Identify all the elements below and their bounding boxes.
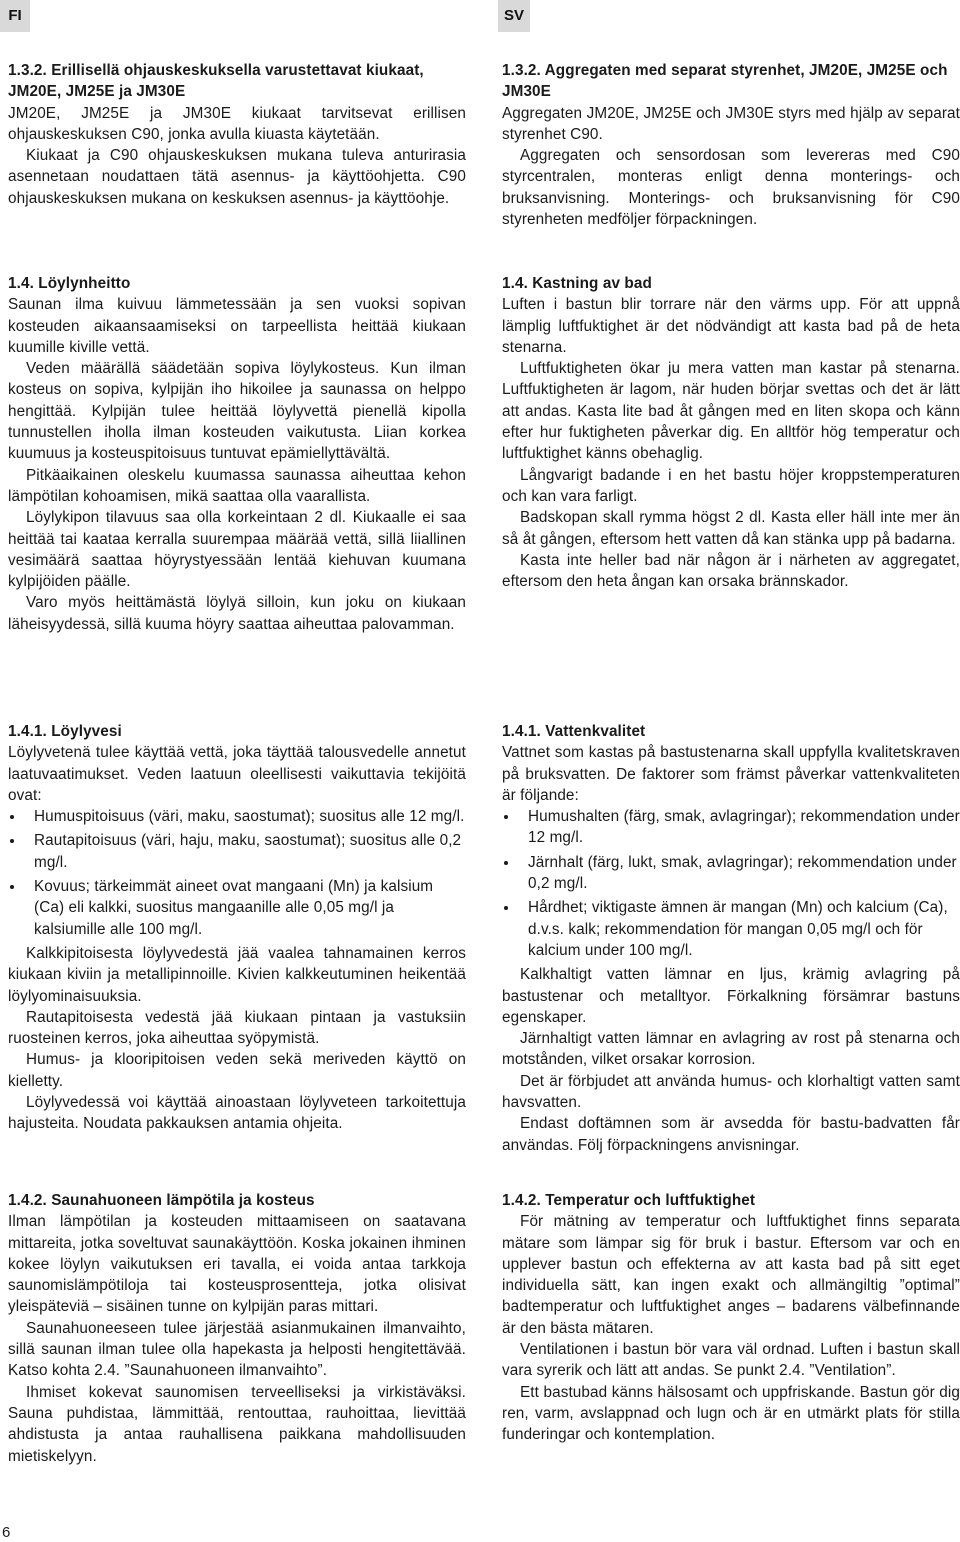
paragraph: Luftfuktigheten ökar ju mera vatten man kastar på stenarna. Luftfuktigheten är lagom, när huden börjar svettas och det är lätt att andas. Kasta lite bad åt gången med en liten skopa och känn efter hur fuktigheten påverkar dig. En alltför hög temperatur och luftfuktighet känns obehaglig. bbox=[502, 360, 960, 463]
paragraph: Luften i bastun blir torrare när den värms upp. För att uppnå lämplig luftfuktighet är det nödvändigt att kasta bad på de heta stenarna. bbox=[502, 296, 960, 356]
paragraph: Ett bastubad känns hälsosamt och uppfriskande. Bastun gör dig ren, varm, avslappnad och lugn och är en utmärkt plats för stilla funderingar och kontemplation. bbox=[502, 1383, 960, 1444]
paragraph: JM20E, JM25E ja JM30E kiukaat tarvitsevat erillisen ohjauskeskuksen C90, jonka avulla kiuasta käytetään. bbox=[8, 104, 466, 143]
paragraph: Pitkäaikainen oleskelu kuumassa saunassa aiheuttaa kehon lämpötilan kohoamisen, mikä saattaa olla vaarallista. bbox=[8, 466, 466, 505]
section-heading: 1.4.2. Temperatur och luftfuktighet bbox=[502, 1192, 756, 1209]
paragraph: Löylyvetenä tulee käyttää vettä, joka täyttää talousvedelle annetut laatuvaatimukset. Veden laatuun oleellisesti vaikuttavia tekijöitä ovat: bbox=[8, 744, 466, 804]
section-heading: 1.3.2. Aggregaten med separat styrenhet, JM20E, JM25E och JM30E bbox=[502, 62, 948, 101]
bullet-list bbox=[502, 806, 960, 961]
section-1-3-2-fi bbox=[8, 60, 466, 209]
language-tab-sv: SV bbox=[498, 0, 530, 32]
paragraph: Aggregaten och sensordosan som levereras med C90 styrcentralen, monteras enligt denna monterings- och bruksanvisning. Monterings- och bruksanvisning för C90 styrenheten medföljer förpackningen. bbox=[502, 147, 960, 229]
paragraph: Humus- ja klooripitoisen veden sekä meriveden käyttö on kielletty. bbox=[8, 1051, 466, 1090]
section-heading: 1.4.1. Vattenkvalitet bbox=[502, 723, 646, 740]
paragraph: Vattnet som kastas på bastustenarna skall uppfylla kvalitetskraven på bruksvatten. De faktorer som främst påverkar vattenkvaliteten är följande: bbox=[502, 744, 960, 804]
bullet-list bbox=[8, 806, 466, 940]
list-item: Humuspitoisuus (väri, maku, saostumat); suositus alle 12 mg/l. bbox=[8, 806, 466, 827]
paragraph: Järnhaltigt vatten lämnar en avlagring av rost på stenarna och motstånden, vilket orsakar korrosion. bbox=[502, 1030, 960, 1069]
list-item: Hårdhet; viktigaste ämnen är mangan (Mn) och kalcium (Ca), d.v.s. kalk; rekommendation för mangan 0,05 mg/l och för kalcium under 100 mg/l. bbox=[502, 897, 960, 961]
paragraph: Kiukaat ja C90 ohjauskeskuksen mukana tuleva anturirasia asennetaan noudattaen tätä asennus- ja käyttöohjetta. C90 ohjauskeskuksen mukana on keskuksen asennus- ja käyttöohje. bbox=[8, 147, 466, 207]
list-item: Kovuus; tärkeimmät aineet ovat mangaani (Mn) ja kalsium (Ca) eli kalkki, suositus mangaanille alle 0,05 mg/l ja kalsiumille alle 100 mg/l. bbox=[8, 876, 466, 940]
section-1-4-2-sv bbox=[502, 1190, 960, 1446]
language-tab-fi: FI bbox=[0, 0, 30, 32]
paragraph: För mätning av temperatur och luftfuktighet finns separata mätare som lämpar sig för bruk i bastur. Eftersom var och en upplever bastun och effekterna av att kasta bad på sitt eget individuella sätt, kan ingen exakt och allmängiltig ”optimal” badtemperatur och luftfuktighet anges – badarens välbefinnande är den bästa mätaren. bbox=[502, 1213, 960, 1337]
section-heading: 1.4. Löylynheitto bbox=[8, 275, 131, 292]
paragraph: Veden määrällä säädetään sopiva löylykosteus. Kun ilman kosteus on sopiva, kylpijän iho hikoilee ja saunassa on helppo hengittää. Kylpijän tulee heittää löylyvettä pienellä kipolla tunnustellen iholla ilman kosteuden vaikutusta. Liian korkea kuumuus ja kosteuspitoisuus tuntuvat epämiellyttävältä. bbox=[8, 360, 466, 463]
paragraph: Ventilationen i bastun bör vara väl ordnad. Luften i bastun skall vara syrerik och lätt att andas. Se punkt 2.4. ”Ventilation”. bbox=[502, 1341, 960, 1380]
paragraph: Saunahuoneeseen tulee järjestää asianmukainen ilmanvaihto, sillä saunan ilman tulee olla hapekasta ja helposti hengitettävää. Katso kohta 2.4. ”Saunahuoneen ilmanvaihto”. bbox=[8, 1319, 466, 1380]
section-heading: 1.4.1. Löylyvesi bbox=[8, 723, 122, 740]
paragraph: Det är förbjudet att använda humus- och klorhaltigt vatten samt havsvatten. bbox=[502, 1072, 960, 1112]
paragraph: Löylyvedessä voi käyttää ainoastaan löylyveteen tarkoitettuja hajusteita. Noudata pakkauksen antamia ohjeita. bbox=[8, 1094, 466, 1133]
section-1-4-sv bbox=[502, 273, 960, 592]
paragraph: Kalkhaltigt vatten lämnar en ljus, krämig avlagring på bastustenar och metalltyor. Förkalkning försämrar bastuns egenskaper. bbox=[502, 966, 960, 1026]
list-item: Rautapitoisuus (väri, haju, maku, saostumat); suositus alle 0,2 mg/l. bbox=[8, 830, 466, 873]
paragraph: Långvarigt badande i en het bastu höjer kroppstemperaturen och kan vara farligt. bbox=[502, 466, 960, 505]
paragraph: Endast doftämnen som är avsedda för bastu-badvatten får användas. Följ förpackningens anvisningar. bbox=[502, 1115, 960, 1154]
section-1-4-1-sv bbox=[502, 721, 960, 1156]
paragraph: Kasta inte heller bad när någon är i närheten av aggregatet, eftersom den heta ångan kan orsaka brännskador. bbox=[502, 551, 960, 591]
section-1-4-1-fi bbox=[8, 721, 466, 1135]
list-item: Järnhalt (färg, lukt, smak, avlagringar); rekommendation under 0,2 mg/l. bbox=[502, 852, 960, 895]
paragraph: Rautapitoisesta vedestä jää kiukaan pintaan ja vastuksiin ruosteinen kerros, joka aiheuttaa syöpymistä. bbox=[8, 1008, 466, 1048]
section-1-4-2-fi bbox=[8, 1190, 466, 1467]
paragraph: Saunan ilma kuivuu lämmetessään ja sen vuoksi sopivan kosteuden aikaansaamiseksi on tarpeellista heittää kiukaan kuumille kiville vettä. bbox=[8, 296, 466, 356]
paragraph: Kalkkipitoisesta löylyvedestä jää vaalea tahnamainen kerros kiukaan kiviin ja metallipinnoille. Kivien kalkkeutuminen heikentää löylyominaisuuksia. bbox=[8, 944, 466, 1005]
section-heading: 1.4.2. Saunahuoneen lämpötila ja kosteus bbox=[8, 1192, 315, 1209]
paragraph: Ihmiset kokevat saunomisen terveelliseksi ja virkistäväksi. Sauna puhdistaa, lämmittää, rentouttaa, rauhoittaa, lievittää ahdistusta ja antaa rauhallisena paikkana mahdollisuuden mietiskelyyn. bbox=[8, 1383, 466, 1465]
paragraph: Badskopan skall rymma högst 2 dl. Kasta eller häll inte mer än så åt gången, eftersom hett vatten då kan stänka upp på badarna. bbox=[502, 509, 960, 548]
section-heading: 1.3.2. Erillisellä ohjauskeskuksella varustettavat kiukaat, JM20E, JM25E ja JM30E bbox=[8, 62, 424, 101]
section-1-4-fi bbox=[8, 273, 466, 635]
list-item: Humushalten (färg, smak, avlagringar); rekommendation under 12 mg/l. bbox=[502, 806, 960, 849]
paragraph: Aggregaten JM20E, JM25E och JM30E styrs med hjälp av separat styrenhet C90. bbox=[502, 104, 960, 143]
section-1-3-2-sv bbox=[502, 60, 960, 230]
paragraph: Ilman lämpötilan ja kosteuden mittaamiseen on saatavana mittareita, jotka soveltuvat saunakäyttöön. Koska jokainen ihminen kokee löylyn vaikutuksen eri tavalla, ei voida antaa tarkkoja saunomislämpötiloja tai kosteusprosentteja, jotka olisivat yleispäteviä – sisäinen tunne on kylpijän paras mittari. bbox=[8, 1213, 466, 1316]
section-heading: 1.4. Kastning av bad bbox=[502, 275, 652, 292]
paragraph: Varo myös heittämästä löylyä silloin, kun joku on kiukaan läheisyydessä, sillä kuuma höyry saattaa aiheuttaa palovamman. bbox=[8, 594, 466, 633]
page-number: 6 bbox=[2, 1524, 11, 1541]
paragraph: Löylykipon tilavuus saa olla korkeintaan 2 dl. Kiukaalle ei saa heittää tai kaataa kerralla suurempaa määrää vettä, sillä liiallinen vesimäärä saattaa höyrystyessään lentää kiehuvan kuumana kylpijöiden päälle. bbox=[8, 509, 466, 591]
